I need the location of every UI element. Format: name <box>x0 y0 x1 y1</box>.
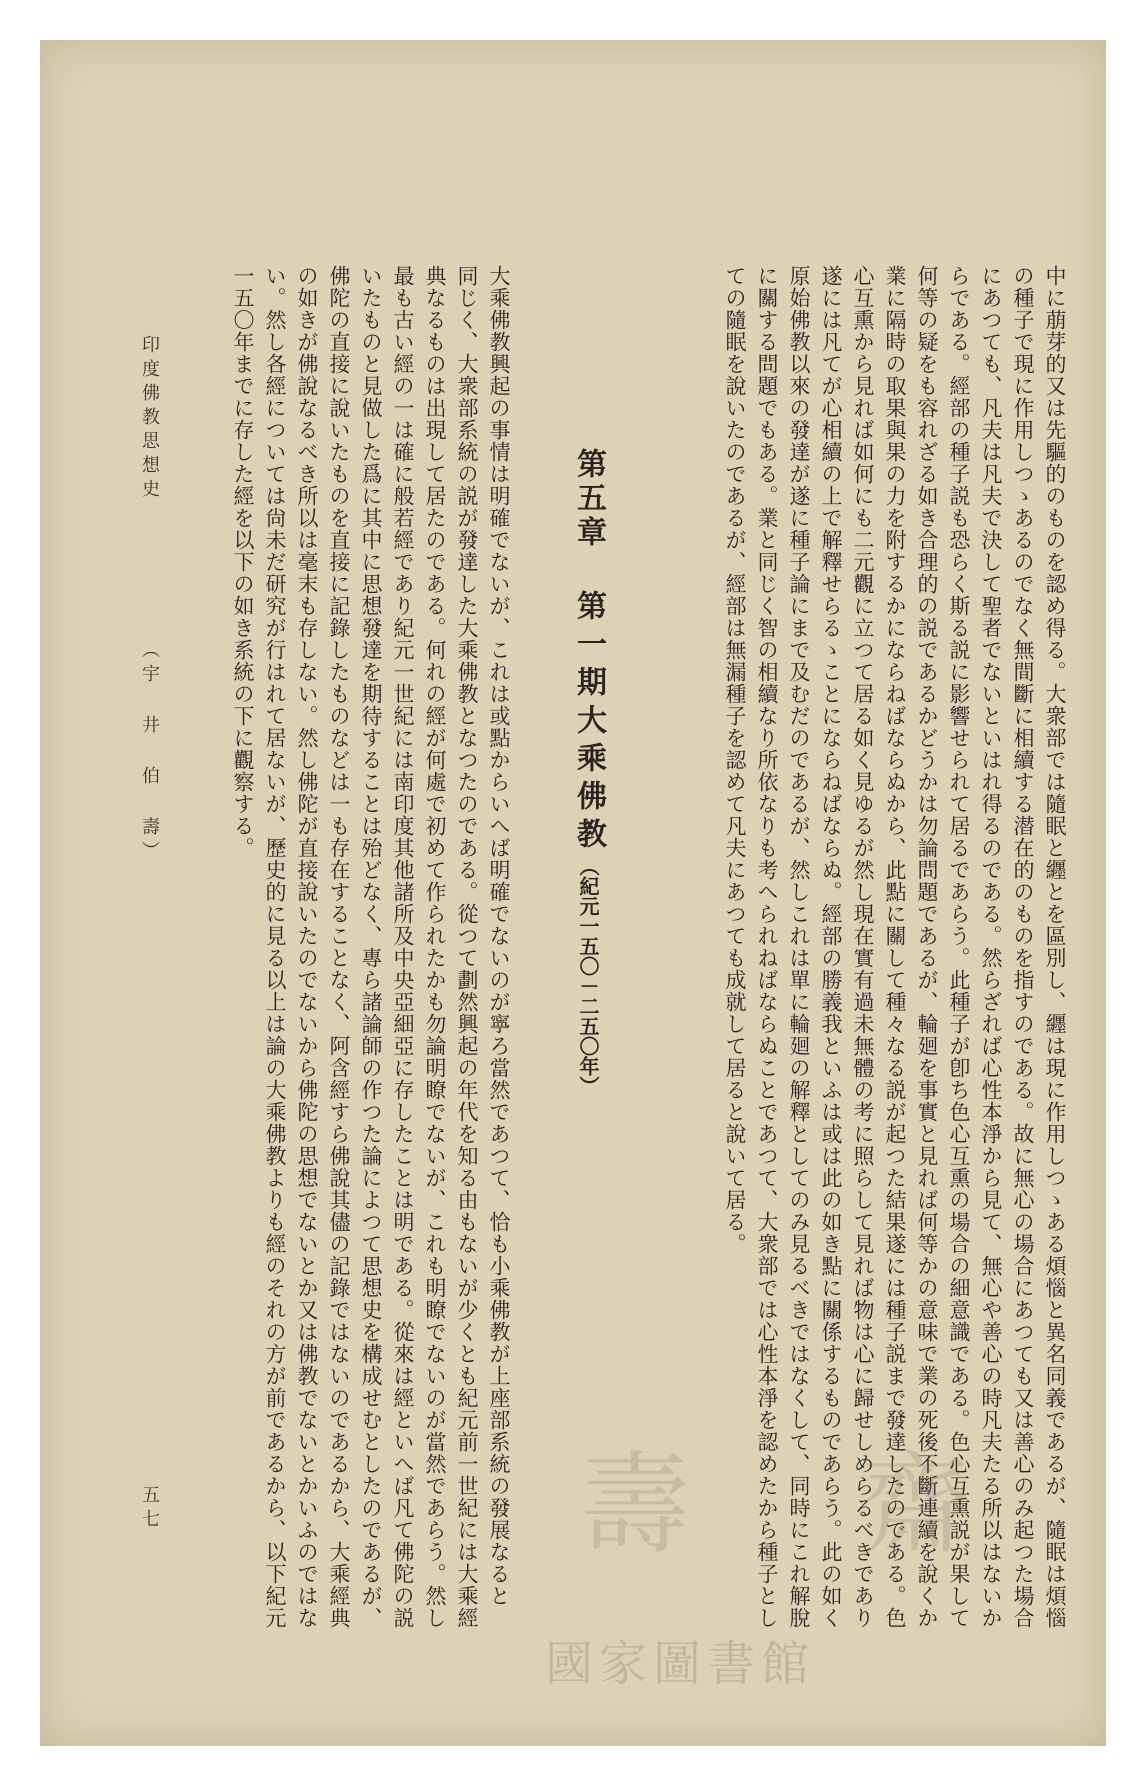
seal-glyph: 齋 <box>860 1441 970 1569</box>
author-credit: （宇 井 伯 壽） <box>139 640 160 865</box>
watermark-seal <box>580 1420 970 1590</box>
text-line: 心互熏から見れば如何にも二元觀に立つて居る如く見ゆるが然し現在實有過未無體の考に照らして見れば物は心に歸せしめらるべきであり <box>851 265 875 1629</box>
running-title: 印度佛教思想史 <box>139 335 160 503</box>
chapter-title: 第一期大乘佛教 <box>571 590 606 856</box>
page-number: 五七 <box>139 1485 160 1533</box>
text-line: 遂には凡てが心相續の上で解釋せらるゝことにならねばならぬ。經部の勝義我といふは或は此の如き點に關係するものであらう。此の如く <box>819 265 843 1629</box>
book-page <box>40 40 1106 1746</box>
seal-glyph: 壽 <box>580 1441 690 1569</box>
text-line: の如きが佛說なるべき所以は毫末も存しない。然し佛陀が直接說いたのでないから佛陀の思想でないとか又は佛教でないとかいふのではな <box>295 265 319 1629</box>
text-line: 中に萠芽的又は先驅的のものを認め得る。大衆部では隨眠と纒とを區別し、纒は現に作用しつゝある煩惱と異名同義であるが、隨眠は煩惱 <box>1043 265 1067 1629</box>
text-line: いたものと見做した爲に其中に思想發達を期待することは殆どなく、專ら諸論師の作つた論によつて思想史を構成せむとしたのであるが、 <box>359 265 383 1629</box>
text-line: 大乘佛教興起の事情は明確でないが、これは或點からいへば明確でないのが寧ろ當然であつて、恰も小乘佛教が上座部系統の發展なると <box>487 265 511 1607</box>
text-line: ての隨眠を說いたのであるが、經部は無漏種子を認めて凡夫にあつても成就して居ると說いて居る。 <box>723 265 747 1255</box>
text-line: 原始佛教以來の發達が遂に種子論にまで及むだのであるが、然しこれは單に輪廻の解釋としてのみ見るべきではなくして、同時にこれ解脫 <box>787 265 811 1629</box>
chapter-period: （紀元一五〇－二五〇年） <box>576 856 600 1096</box>
text-line: 佛陀の直接に說いたものを直接に記錄したものなどは一も存在することなく、阿含經すら佛說其儘の記錄ではないのであるから、大乘經典 <box>327 265 351 1629</box>
text-line: 典なるものは出現して居たのである。何れの經が何處で初めて作られたかも勿論明瞭でないが、これも明瞭でないのが當然であらう。然し <box>423 265 447 1629</box>
text-line: 何等の疑をも容れざる如き合理的の説であるかどうかは勿論問題であるが、輪廻を事實と見れば何等かの意味で業の死後不斷連續を說くか <box>915 265 939 1629</box>
text-line: 一五〇年までに存した經を以下の如き系統の下に觀察する。 <box>231 265 255 859</box>
text-line: にあつても、凡夫は凡夫で決して聖者でないといはれ得るのである。然らざれば心性本淨から見て、無心や善心の時凡夫たる所以はないか <box>979 265 1003 1629</box>
text-line: い。然し各經については尙未だ研究が行はれて居ないが、歷史的に見る以上は論の大乘佛教よりも經のそれの方が前であるから、以下紀元 <box>263 265 287 1629</box>
text-line: 同じく、大衆部系統の説が發達した大乘佛教となつたのである。從つて劃然興起の年代を知る由もないが少くとも紀元前一世紀には大乘經 <box>455 265 479 1629</box>
library-watermark: 國家圖書館 <box>545 1636 816 1692</box>
text-line: 最も古い經の一は確に般若經であり紀元一世紀には南印度其他諸所及中央亞細亞に存したことは明である。從來は經といへば凡て佛陀の説 <box>391 265 415 1629</box>
text-line: の種子で現に作用しつゝあるのでなく無間斷に相續する潜在的のものを指すのである。故に無心の場合にあつても又は善心のみ起つた場合 <box>1011 265 1035 1629</box>
text-line: に關する問題でもある。業と同じく智の相續なり所依なりも考へられねばならぬことであつて、大衆部では心性本淨を認めたから種子とし <box>755 265 779 1629</box>
text-line: 業に隔時の取果與果の力を附するかにならねばならぬから、此點に關して種々なる説が起つた結果遂には種子説まで發達したのである。色 <box>883 265 907 1629</box>
chapter-heading <box>568 448 608 1096</box>
text-line: らである。經部の種子説も恐らく斯る説に影響せられて居るであらう。此種子が卽ち色心互熏の場合の細意識である。色心互熏説が果して <box>947 265 971 1629</box>
chapter-number: 第五章 <box>571 448 606 550</box>
